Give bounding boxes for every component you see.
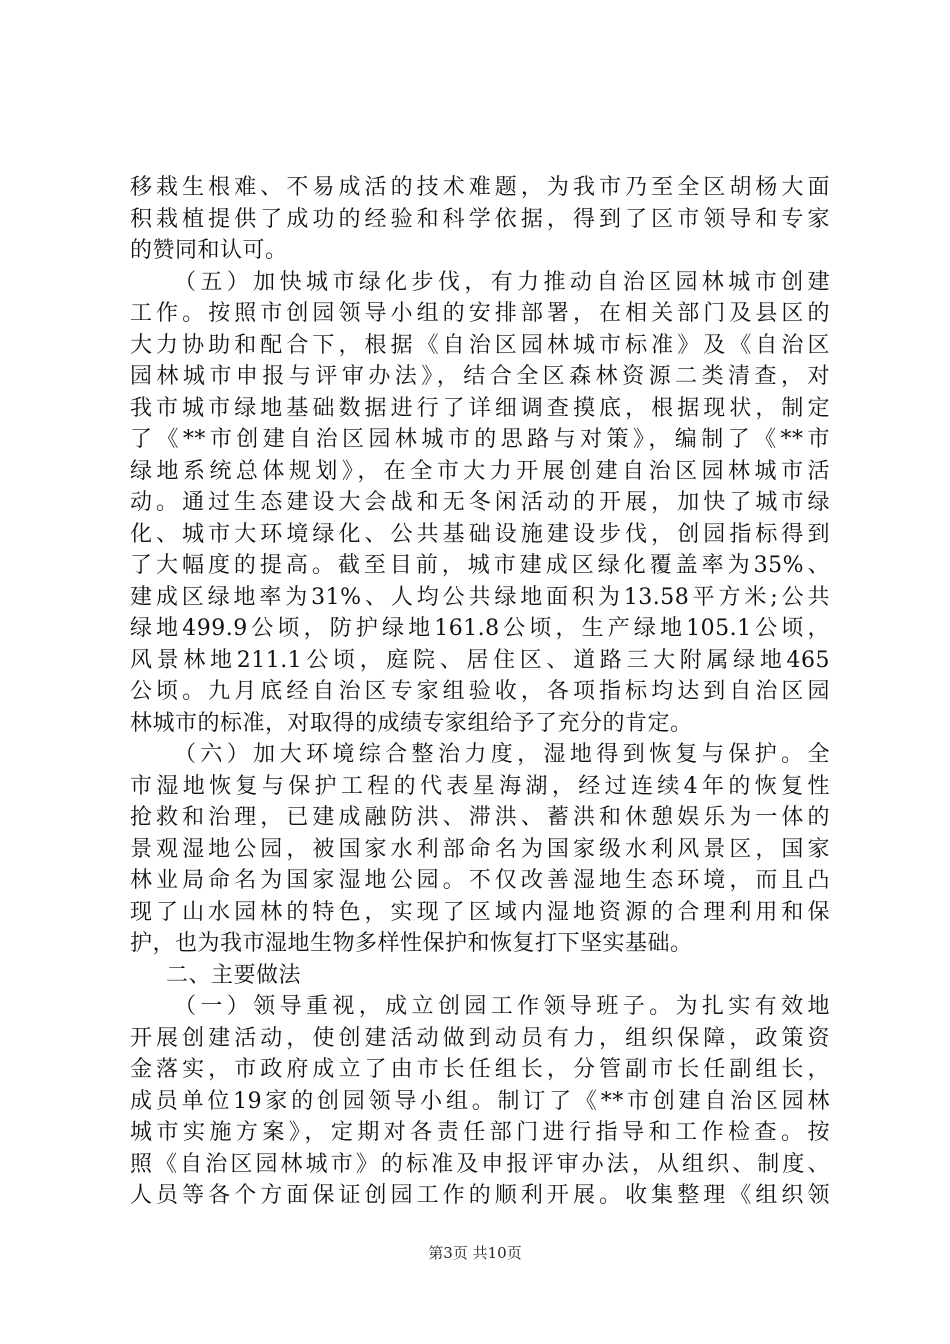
text-line: 积栽植提供了成功的经验和科学依据，得到了区市领导和专家 (130, 206, 830, 232)
text-line: 林业局命名为国家湿地公园。不仅改善湿地生态环境，而且凸 (130, 868, 830, 893)
document-body (130, 172, 830, 1212)
section-heading: 二、主要做法 (166, 962, 302, 988)
text-line: 抢救和治理，已建成融防洪、滞洪、蓄洪和休憩娱乐为一体的 (130, 805, 830, 830)
text-line: 成员单位19家的创园领导小组。制订了《**市创建自治区园林 (130, 1088, 830, 1114)
text-line: 现了山水园林的特色，实现了区域内湿地资源的合理利用和保 (130, 899, 830, 925)
text-line: 移栽生根难、不易成活的技术难题，为我市乃至全区胡杨大面 (130, 175, 830, 200)
text-line: 动。通过生态建设大会战和无冬闲活动的开展，加快了城市绿 (130, 490, 830, 515)
page-number-footer: 第3页 共10页 (428, 1244, 522, 1262)
text-line: 绿地系统总体规划》，在全市大力开展创建自治区园林城市活 (130, 458, 830, 484)
paragraph-start-line: （五）加快城市绿化步伐，有力推动自治区园林城市创建 (174, 269, 830, 295)
text-line: 护，也为我市湿地生物多样性保护和恢复打下坚实基础。 (130, 931, 693, 956)
paragraph-start-line: （六）加大环境综合整治力度，湿地得到恢复与保护。全 (174, 742, 830, 767)
text-line: 了大幅度的提高。截至目前，城市建成区绿化覆盖率为35%、 (130, 553, 830, 578)
text-line: 化、城市大环境绿化、公共基础设施建设步伐，创园指标得到 (130, 521, 830, 547)
text-line: 了《**市创建自治区园林城市的思路与对策》，编制了《**市 (130, 427, 830, 452)
text-line: 林城市的标准，对取得的成绩专家组给予了充分的肯定。 (130, 710, 693, 736)
text-line: 开展创建活动，使创建活动做到动员有力，组织保障，政策资 (130, 1025, 830, 1051)
text-line: 金落实，市政府成立了由市长任组长，分管副市长任副组长， (130, 1057, 830, 1082)
text-line: 我市城市绿地基础数据进行了详细调查摸底，根据现状，制定 (130, 395, 830, 421)
text-line: 的赞同和认可。 (130, 238, 288, 263)
text-line: 景观湿地公园，被国家水利部命名为国家级水利风景区，国家 (130, 836, 830, 862)
text-line: 建成区绿地率为31%、人均公共绿地面积为13.58平方米;公共 (130, 584, 830, 610)
text-line: 市湿地恢复与保护工程的代表星海湖，经过连续4年的恢复性 (130, 773, 830, 799)
text-line: 公顷。九月底经自治区专家组验收，各项指标均达到自治区园 (130, 679, 830, 704)
text-line: 城市实施方案》，定期对各责任部门进行指导和工作检查。按 (130, 1120, 830, 1145)
text-line: 园林城市申报与评审办法》，结合全区森林资源二类清查，对 (130, 364, 830, 389)
text-line: 人员等各个方面保证创园工作的顺利开展。收集整理《组织领 (130, 1183, 830, 1208)
text-line: 照《自治区园林城市》的标准及申报评审办法，从组织、制度、 (130, 1151, 830, 1177)
text-line: 绿地499.9公顷，防护绿地161.8公顷，生产绿地105.1公顷， (130, 616, 830, 641)
text-line: 大力协助和配合下，根据《自治区园林城市标准》及《自治区 (130, 332, 830, 358)
paragraph-start-line: （一）领导重视，成立创园工作领导班子。为扎实有效地 (174, 994, 830, 1019)
text-line: 工作。按照市创园领导小组的安排部署，在相关部门及县区的 (130, 301, 830, 326)
text-line: 风景林地211.1公顷，庭院、居住区、道路三大附属绿地465 (130, 647, 830, 673)
